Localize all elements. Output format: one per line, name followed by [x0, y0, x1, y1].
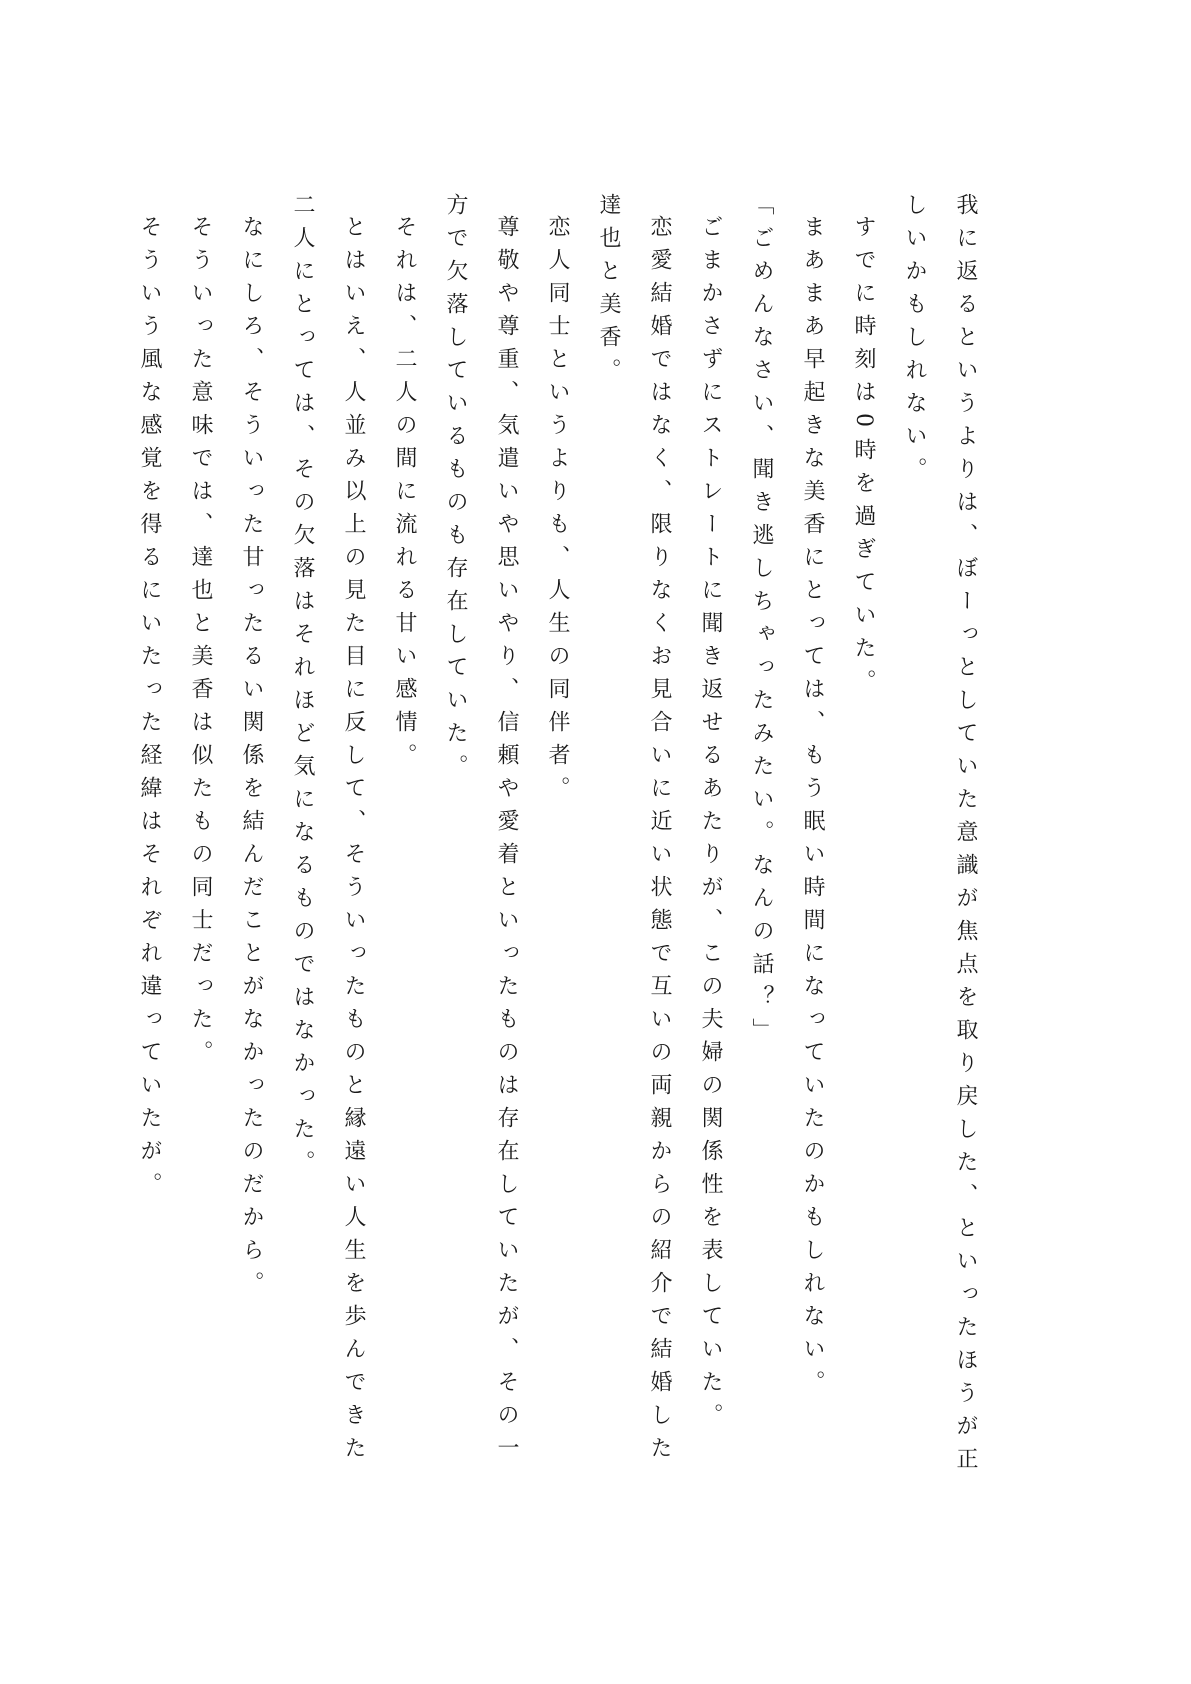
vertical-text-body [124, 193, 991, 1493]
paragraph: それは、二人の間に流れる甘い感情。 [392, 215, 417, 776]
paragraph: そういう風な感覚を得るにいたった経緯はそれぞれ違っていたが。 [137, 215, 162, 1205]
paragraph: 尊敬や尊重、気遣いや思いやり、信頼や愛着といったものは存在していたが、その一方で欠落しているものも存在していた。 [443, 193, 519, 1469]
paragraph: とはいえ、人並み以上の見た目に反して、そういったものと縁遠い人生を歩んできた二人にとっては、その欠落はそれほど気になるものではなかった。 [290, 193, 366, 1469]
paragraph: すでに時刻は0時を過ぎていた。 [851, 215, 876, 702]
dialogue-paragraph: 「ごめんなさい、聞き逃しちゃったみたい。なんの話？」 [749, 193, 774, 1051]
paragraph: なにしろ、そういった甘ったるい関係を結んだことがなかったのだから。 [239, 215, 264, 1304]
paragraph: 恋人同士というよりも、人生の同伴者。 [545, 215, 570, 809]
paragraph: まあまあ早起きな美香にとっては、もう眠い時間になっていたのかもしれない。 [800, 215, 825, 1403]
paragraph: 我に返るというよりは、ぼーっとしていた意識が焦点を取り戻した、といったほうが正しいかもしれない。 [902, 193, 978, 1480]
paragraph: ごまかさずにストレートに聞き返せるあたりが、この夫婦の関係性を表していた。 [698, 215, 723, 1436]
paragraph: そういった意味では、達也と美香は似たもの同士だった。 [188, 215, 213, 1073]
paragraph: 恋愛結婚ではなく、限りなくお見合いに近い状態で互いの両親からの紹介で結婚した達也と美香。 [596, 193, 672, 1469]
